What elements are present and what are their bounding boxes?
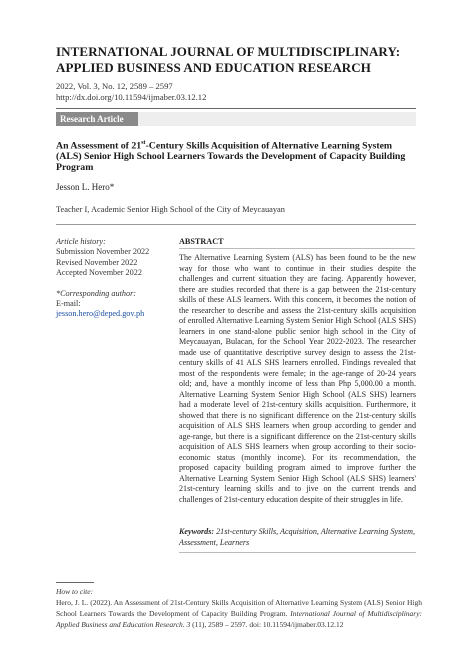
accepted-date: Accepted November 2022 xyxy=(56,268,142,278)
author-affiliation: Teacher I, Academic Senior High School of the City of Meycauayan xyxy=(56,205,285,214)
abstract-heading: ABSTRACT xyxy=(179,237,224,246)
history-label: Article history: xyxy=(56,237,106,246)
revised-date: Revised November 2022 xyxy=(56,257,138,267)
article-info-sidebar xyxy=(56,237,168,320)
header-divider xyxy=(56,108,416,109)
author-divider xyxy=(56,224,416,225)
keywords-block: Keywords: 21st-century Skills, Acquisition, Alternative Learning System, Assessment, Learners xyxy=(179,527,415,547)
author-email-link[interactable]: jesson.hero@deped.gov.ph xyxy=(56,309,145,319)
author-name: Jesson L. Hero* xyxy=(56,182,115,192)
footnote-divider xyxy=(56,582,94,583)
abstract-bottom-divider xyxy=(179,552,416,553)
section-band xyxy=(56,112,416,126)
citation-block xyxy=(56,586,422,630)
journal-doi-link[interactable]: http://dx.doi.org/10.11594/ijmaber.03.12.12 xyxy=(56,92,207,102)
submission-date: Submission November 2022 xyxy=(56,247,150,257)
citation-label: How to cite: xyxy=(56,587,94,596)
journal-title: INTERNATIONAL JOURNAL OF MULTIDISCIPLINARY: APPLIED BUSINESS AND EDUCATION RESEARCH xyxy=(56,44,401,75)
citation-prefix: Hero, J. L. (2022). An Assessment of 21st-Century Skills Acquisition of Alternative Learning System (ALS) Senior High School Learners Towards the Development of Capacity Building Program. xyxy=(56,598,422,618)
journal-volume: 2022, Vol. 3, No. 12, 2589 – 2597 xyxy=(56,81,173,91)
abstract-divider xyxy=(179,248,415,249)
abstract-text: The Alternative Learning System (ALS) has been found to be the new way for those who want to continue in their studies despite the challenges and current situation they are facing. Apparently however, there are studies recorded that there is a gap between the 21st-century skills of these ALS learners. With this concern, it becomes the notion of the researcher to describe and assess the 21st-century skills acquisition of enrolled Alternative Learning System Senior High School (ALS SHS) learners in one stand-alone public senior high school in the City of Meycauayan, Bulacan, for the School Year 2022-2023. The researcher made use of quantitative descriptive survey design to assess the 21st-century skills of 41 ALS SHS learners enrolled. Findings revealed that most of the respondents were female; in the age-range of 20-24 years old; and, have a monthly income of less than Php 5,000.00 a month. Alternative Learning System Senior High School (ALS SHS) learners had a moderate level of 21st-century skills acquisition. Furthermore, it showed that there is no significant difference on the 21st-century skills acquisition of ALS SHS learners when group according to gender and age-range, but there is a significant difference on the 21st-century skills acquisition of ALS SHS learners when group according to their socio-economic status (monthly income). For its recommendation, the proposed capacity building program aimed to improve further the Alternative Learning System Senior High School (ALS SHS) learners' 21st-century learning skills and to jive on the current trends and challenges of 21st-century education despite of their struggles in life. xyxy=(179,253,416,504)
corresponding-label: *Corresponding author: xyxy=(56,288,136,298)
keywords-label: Keywords xyxy=(179,527,212,536)
citation-suffix: (11), 2589 – 2597. doi: 10.11594/ijmaber.03.12.12 xyxy=(192,620,344,629)
email-label: E-mail: xyxy=(56,299,81,309)
paper-title: An Assessment of 21st-Century Skills Acquisition of Alternative Learning System (ALS) Senior High School Learners Towards the Development of Capacity Building Program xyxy=(56,140,406,174)
keywords-list: 21st-century Skills, Acquisition, Alternative Learning System, Assessment, Learners xyxy=(179,527,415,547)
citation-journal: International Journal of Multidisciplinary: Applied Business and Education Research. 3 xyxy=(56,609,423,629)
section-label: Research Article xyxy=(56,112,138,126)
